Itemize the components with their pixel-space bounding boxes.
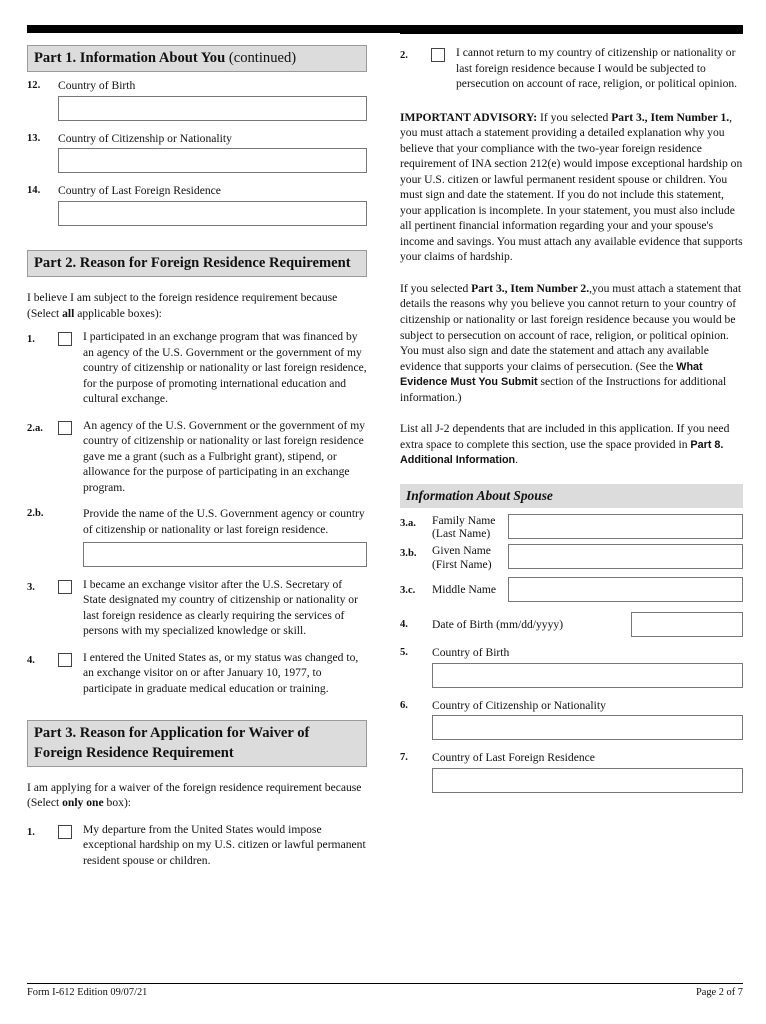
item-13-label: Country of Citizenship or Nationality [58, 131, 232, 145]
item-12-label: Country of Birth [58, 79, 136, 93]
part1-header: Part 1. Information About You (continued) [27, 45, 367, 72]
spouse-middle-name-row: 3.c. Middle Name [400, 577, 743, 602]
page-number: Page 2 of 7 [695, 987, 743, 998]
part3-item-2: 2. I cannot return to my country of citizenship or nationality or last foreign residence because I would be subjected to persecution on account of race, religion, or political opinion. [400, 46, 738, 91]
spouse-family-name-field[interactable] [508, 514, 743, 539]
spouse-family-name-row: 3.a. Family Name (Last Name) [400, 514, 743, 541]
part3-item-1: 1. My departure from the United States would impose exceptional hardship on my U.S. citizen or lawful permanent resident spouse or children. [27, 822, 366, 867]
part3-intro: I am applying for a waiver of the foreign residence requirement because (Select only one box): [27, 780, 362, 810]
right-column [400, 33, 743, 793]
spouse-given-name-field[interactable] [508, 544, 743, 569]
part2-item-4: 4. I entered the United States as, or my status was changed to, an exchange visitor on or after January 10, 1977, to participate in graduate medical education or training. [27, 650, 359, 695]
item-14-label: Country of Last Foreign Residence [58, 184, 221, 198]
part3-item-2-checkbox[interactable] [431, 48, 445, 62]
spouse-country-of-birth-field[interactable] [432, 663, 743, 688]
country-of-last-residence-field[interactable] [58, 201, 367, 226]
part2-header: Part 2. Reason for Foreign Residence Requirement [27, 250, 367, 277]
important-advisory: IMPORTANT ADVISORY: If you selected Part 3., Item Number 1., you must attach a statement providing a detailed explanation why you believe that your compliance with the two-year foreign residence requirement of INA section 212(e) would impose exceptional hardship on your U.S. citizen or lawful permanent resident spouse or children. You must sign and date the statement. If you do not include this statement, your application is incomplete. In your statement, you must also include all pertinent financial information regarding your and your spouse's income and savings. You must attach any available evidence that supports your claims of hardship. [400, 110, 743, 264]
country-of-birth-field[interactable] [58, 96, 367, 121]
spouse-given-name-row: 3.b. Given Name (First Name) [400, 544, 743, 571]
country-of-citizenship-field[interactable] [58, 148, 367, 173]
spouse-citizenship-row: 6. Country of Citizenship or Nationality [400, 698, 743, 741]
spouse-section-header: Information About Spouse [400, 484, 743, 508]
dependents-paragraph: List all J-2 dependents that are included in this application. If you need extra space to complete this section, use the space provided in Part 8. Additional Information. [400, 422, 730, 467]
persecution-paragraph: If you selected Part 3., Item Number 2.,you must attach a statement that details the reasons why you believe you cannot return to your country of citizenship or nationality or last foreign residence because you would be subject to persecution on account of race, religion, or political opinion. You must also sign and date the statement and attach any available evidence that supports your claims of persecution. (See the What Evidence Must You Submit section of the Instructions for additional information.) [400, 281, 742, 404]
part2-intro: I believe I am subject to the foreign residence requirement because (Select all applicable boxes): [27, 291, 338, 320]
left-column [27, 33, 367, 868]
spouse-dob-row: 4. Date of Birth (mm/dd/yyyy) [400, 612, 743, 637]
part2-item-1-checkbox[interactable] [58, 332, 72, 346]
part2-item-3: 3. I became an exchange visitor after the U.S. Secretary of State designated my country of citizenship or nationality or last foreign residence as clearly requiring the services of persons with my specialized knowledge or skill. [27, 577, 358, 638]
spouse-citizenship-field[interactable] [432, 715, 743, 740]
spouse-middle-name-field[interactable] [508, 577, 743, 602]
part2-item-2a: 2.a. An agency of the U.S. Government or the government of my country of citizenship or nationality or last foreign residence gave me a grant (such as a Fulbright grant), stipend, or allowance for the purpose of participating in an exchange program. [27, 418, 366, 494]
form-edition: Form I-612 Edition 09/07/21 [27, 987, 148, 998]
top-rule [27, 25, 743, 33]
part2-item-1: 1. I participated in an exchange program that was financed by an agency of the U.S. Government or the government of my country of citizenship or nationality or last foreign residence, for the purpose of promoting international education and cultural exchange. [27, 330, 367, 406]
part2-item-4-checkbox[interactable] [58, 653, 72, 667]
spouse-country-of-birth-row: 5. Country of Birth [400, 645, 743, 688]
footer-rule [27, 983, 743, 984]
spouse-last-residence-field[interactable] [432, 768, 743, 793]
part2-item-3-checkbox[interactable] [58, 580, 72, 594]
item-12-row: 12. Country of Birth [27, 78, 367, 121]
part2-item-2b: 2.b. Provide the name of the U.S. Government agency or country of citizenship or nationality or last foreign residence. [27, 506, 367, 566]
spouse-date-of-birth-field[interactable] [631, 612, 743, 637]
part2-item-2a-checkbox[interactable] [58, 421, 72, 435]
agency-name-field[interactable] [83, 542, 367, 567]
item-13-row: 13. Country of Citizenship or Nationality [27, 131, 367, 174]
spouse-last-residence-row: 7. Country of Last Foreign Residence [400, 750, 743, 793]
part3-item-1-checkbox[interactable] [58, 825, 72, 839]
item-14-row: 14. Country of Last Foreign Residence [27, 183, 367, 226]
part3-header: Part 3. Reason for Application for Waiver of Foreign Residence Requirement [27, 720, 367, 767]
